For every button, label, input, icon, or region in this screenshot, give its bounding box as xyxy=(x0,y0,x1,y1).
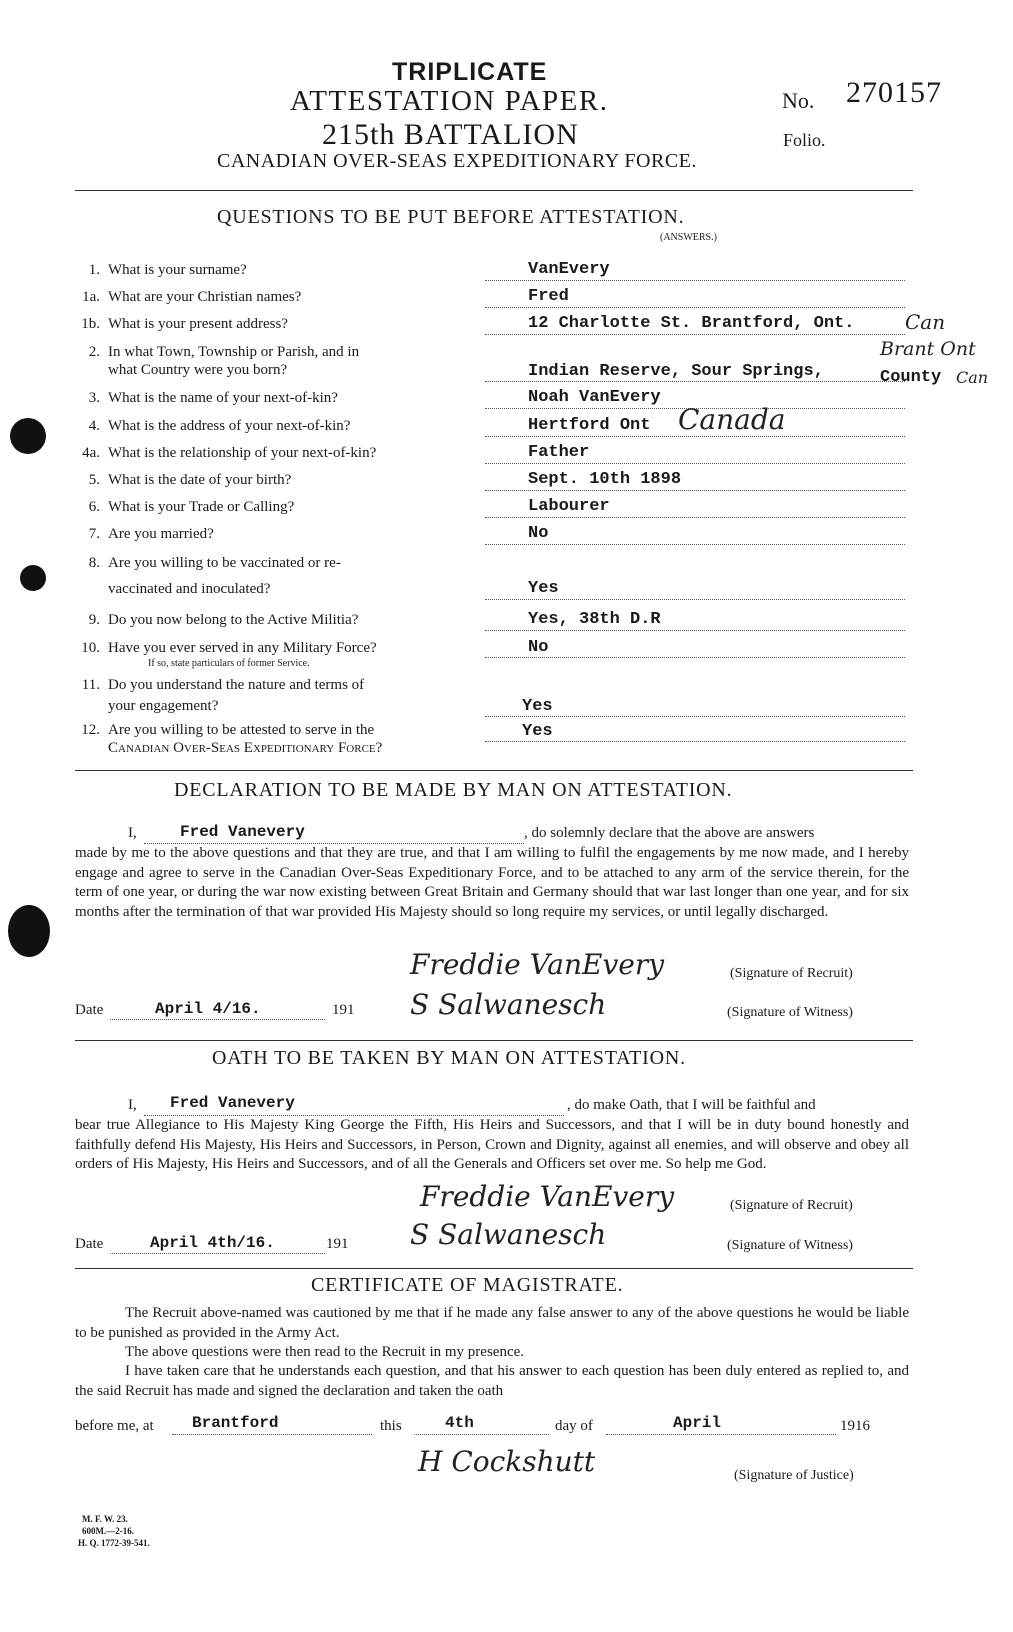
certificate-paragraph-1: The Recruit above-named was cautioned by me that if he made any false answer to any of the above questions he would be liable to be punished as provided in the Army Act. xyxy=(75,1305,909,1341)
declaration-date-line xyxy=(110,1019,325,1020)
question-number: 4a. xyxy=(82,445,100,461)
question-number: 5. xyxy=(88,472,100,488)
question-number: 1b. xyxy=(81,316,100,332)
folio-label: Folio. xyxy=(783,130,826,150)
answer-dotted-line xyxy=(485,334,905,335)
number-label: No. xyxy=(782,88,815,113)
oath-divider xyxy=(75,1040,913,1041)
question-number: 8. xyxy=(88,555,100,571)
question-text: Do you now belong to the Active Militia? xyxy=(108,612,359,628)
answer-value: Yes xyxy=(522,722,553,741)
question-number: 7. xyxy=(88,526,100,542)
answer-value: Sept. 10th 1898 xyxy=(528,470,682,489)
declaration-name: Fred Vanevery xyxy=(180,823,305,841)
declaration-date-label: Date xyxy=(75,1002,104,1018)
question-note: If so, state particulars of former Service. xyxy=(148,658,310,669)
answer-value: Yes, 38th D.R xyxy=(528,610,661,629)
oath-recruit-label: (Signature of Recruit) xyxy=(730,1198,853,1213)
answer-value: Hertford Ont xyxy=(528,416,651,435)
question-text: Do you understand the nature and terms of xyxy=(108,677,365,693)
binder-hole-2 xyxy=(20,565,46,591)
answer-value: No xyxy=(528,524,549,543)
declaration-recruit-label: (Signature of Recruit) xyxy=(730,966,853,981)
answer-value: No xyxy=(528,638,549,657)
question-text: What is the relationship of your next-of-kin? xyxy=(108,445,377,461)
question-text: Are you willing to be attested to serve in the xyxy=(108,722,375,738)
declaration-recruit-signature: Freddie VanEvery xyxy=(410,948,665,981)
certificate-this-label: this xyxy=(380,1418,402,1434)
triplicate-label: TRIPLICATE xyxy=(392,58,548,86)
question-number: 1a. xyxy=(82,289,100,305)
answer-value: Noah VanEvery xyxy=(528,388,661,407)
handwritten-annotation-2: Can xyxy=(956,368,989,387)
serial-number: 270157 xyxy=(846,76,942,109)
oath-recruit-signature: Freddie VanEvery xyxy=(420,1180,675,1213)
declaration-heading: DECLARATION TO BE MADE BY MAN ON ATTESTATION. xyxy=(174,779,733,801)
oath-date-line xyxy=(110,1253,325,1254)
handwritten-annotation: Brant Ont xyxy=(880,338,976,360)
declaration-witness-label: (Signature of Witness) xyxy=(727,1005,853,1020)
question-text: Are you married? xyxy=(108,526,214,542)
certificate-day: 4th xyxy=(445,1414,474,1432)
question-text-line2: Canadian Over-Seas Expeditionary Force? xyxy=(108,740,383,756)
force-title: CANADIAN OVER-SEAS EXPEDITIONARY FORCE. xyxy=(217,150,697,172)
answer-value: 12 Charlotte St. Brantford, Ont. xyxy=(528,314,855,333)
question-number: 1. xyxy=(88,262,100,278)
answer-dotted-line xyxy=(485,599,905,600)
answer-dotted-line xyxy=(485,307,905,308)
binder-hole-3 xyxy=(8,905,50,957)
question-text: What is the name of your next-of-kin? xyxy=(108,390,338,406)
declaration-year: 191 xyxy=(332,1002,355,1018)
question-number: 2. xyxy=(88,344,100,360)
question-number: 11. xyxy=(81,677,100,693)
answer-dotted-line xyxy=(485,490,905,491)
answer-value-part2: County xyxy=(880,368,942,387)
oath-year: 191 xyxy=(326,1236,349,1252)
answer-dotted-line xyxy=(485,381,905,382)
certificate-before-label: before me, at xyxy=(75,1418,154,1434)
form-code-3: H. Q. 1772-39-541. xyxy=(78,1538,150,1548)
certificate-year: 1916 xyxy=(840,1418,870,1434)
certificate-divider xyxy=(75,1268,913,1269)
question-number: 10. xyxy=(81,640,100,656)
answer-dotted-line xyxy=(485,630,905,631)
answer-value: Yes xyxy=(522,697,553,716)
declaration-divider xyxy=(75,770,913,771)
answer-dotted-line xyxy=(485,436,905,437)
binder-hole-1 xyxy=(10,418,46,454)
question-number: 4. xyxy=(88,418,100,434)
certificate-month: April xyxy=(673,1414,722,1432)
oath-date-label: Date xyxy=(75,1236,104,1252)
oath-heading: OATH TO BE TAKEN BY MAN ON ATTESTATION. xyxy=(212,1047,686,1069)
certificate-month-line xyxy=(606,1434,836,1435)
certificate-heading: CERTIFICATE OF MAGISTRATE. xyxy=(311,1274,624,1296)
header-divider xyxy=(75,190,913,191)
answer-dotted-line xyxy=(485,657,905,658)
question-text: Have you ever served in any Military Force? xyxy=(108,640,377,656)
question-number: 6. xyxy=(88,499,100,515)
oath-witness-signature: S Salwanesch xyxy=(410,1218,607,1251)
certificate-paragraph-2: The above questions were then read to the Recruit in my presence. xyxy=(125,1344,525,1360)
certificate-place-line xyxy=(172,1434,372,1435)
declaration-i: I, xyxy=(128,825,137,841)
question-number: 3. xyxy=(88,390,100,406)
question-text: What is the date of your birth? xyxy=(108,472,292,488)
answer-value: Fred xyxy=(528,287,569,306)
answer-value: Labourer xyxy=(528,497,610,516)
paper-title: ATTESTATION PAPER. xyxy=(290,85,609,117)
question-number: 12. xyxy=(81,722,100,738)
question-text: What are your Christian names? xyxy=(108,289,302,305)
question-text-line2: what Country were you born? xyxy=(108,362,288,378)
question-text: What is your surname? xyxy=(108,262,247,278)
certificate-paragraph-3: I have taken care that he understands each question, and that his answer to each question has been duly entered as replied to, and the said Recruit has made and signed the declaration and taken the oath xyxy=(75,1363,909,1399)
answer-value: Indian Reserve, Sour Springs, xyxy=(528,362,824,381)
question-text: Are you willing to be vaccinated or re- xyxy=(108,555,341,571)
oath-date: April 4th/16. xyxy=(150,1234,275,1252)
question-text: What is your Trade or Calling? xyxy=(108,499,295,515)
justice-signature: H Cockshutt xyxy=(418,1445,596,1478)
oath-line1: , do make Oath, that I will be faithful and xyxy=(567,1097,816,1113)
question-text-line2: your engagement? xyxy=(108,698,219,714)
questions-heading: QUESTIONS TO BE PUT BEFORE ATTESTATION. xyxy=(217,206,685,228)
battalion-title: 215th BATTALION xyxy=(322,118,579,151)
declaration-line1: , do solemnly declare that the above are answers xyxy=(524,825,815,841)
answer-dotted-line xyxy=(485,716,905,717)
form-code-2: 600M.—2-16. xyxy=(82,1526,134,1536)
oath-body: bear true Allegiance to His Majesty King George the Fifth, His Heirs and Successors, and that I will be in duty bound honestly and faithfully defend His Majesty, His Heirs and Successors, in Person, Crown and Dignity, against all enemies, and will observe and obey all orders of His Majesty, His Heirs and Successors, and of all the Generals and Officers set over me. So help me God. xyxy=(75,1117,909,1172)
handwritten-annotation: Can xyxy=(905,310,946,334)
justice-label: (Signature of Justice) xyxy=(734,1468,854,1483)
declaration-witness-signature: S Salwanesch xyxy=(410,988,607,1021)
answer-dotted-line xyxy=(485,741,905,742)
answer-dotted-line xyxy=(485,544,905,545)
answer-value: VanEvery xyxy=(528,260,610,279)
certificate-place: Brantford xyxy=(192,1414,279,1432)
question-text-line2: vaccinated and inoculated? xyxy=(108,581,271,597)
answer-dotted-line xyxy=(485,517,905,518)
question-text: What is the address of your next-of-kin? xyxy=(108,418,351,434)
declaration-date: April 4/16. xyxy=(155,1000,261,1018)
oath-witness-label: (Signature of Witness) xyxy=(727,1238,853,1253)
question-text: What is your present address? xyxy=(108,316,288,332)
question-text: In what Town, Township or Parish, and in xyxy=(108,344,360,360)
answer-dotted-line xyxy=(485,280,905,281)
certificate-day-of-label: day of xyxy=(555,1418,593,1434)
certificate-day-line xyxy=(414,1434,549,1435)
oath-name: Fred Vanevery xyxy=(170,1094,295,1112)
oath-i: I, xyxy=(128,1097,137,1113)
handwritten-annotation: Canada xyxy=(678,403,786,436)
answers-label: (ANSWERS.) xyxy=(660,232,717,243)
declaration-body: made by me to the above questions and that they are true, and that I am willing to fulfil the engagements by me now made, and I hereby engage and agree to serve in the Canadian Over-Seas Expeditionary Force, and to be attached to any arm of the service therein, for the term of one year, or during the war now existing between Great Britain and Germany should that war last longer than one year, and for six months after the termination of that war provided His Majesty should so long require my services, or until legally discharged. xyxy=(75,845,909,920)
form-code-1: M. F. W. 23. xyxy=(82,1514,128,1524)
question-number: 9. xyxy=(88,612,100,628)
answer-dotted-line xyxy=(485,463,905,464)
answer-value: Yes xyxy=(528,579,559,598)
answer-value: Father xyxy=(528,443,590,462)
